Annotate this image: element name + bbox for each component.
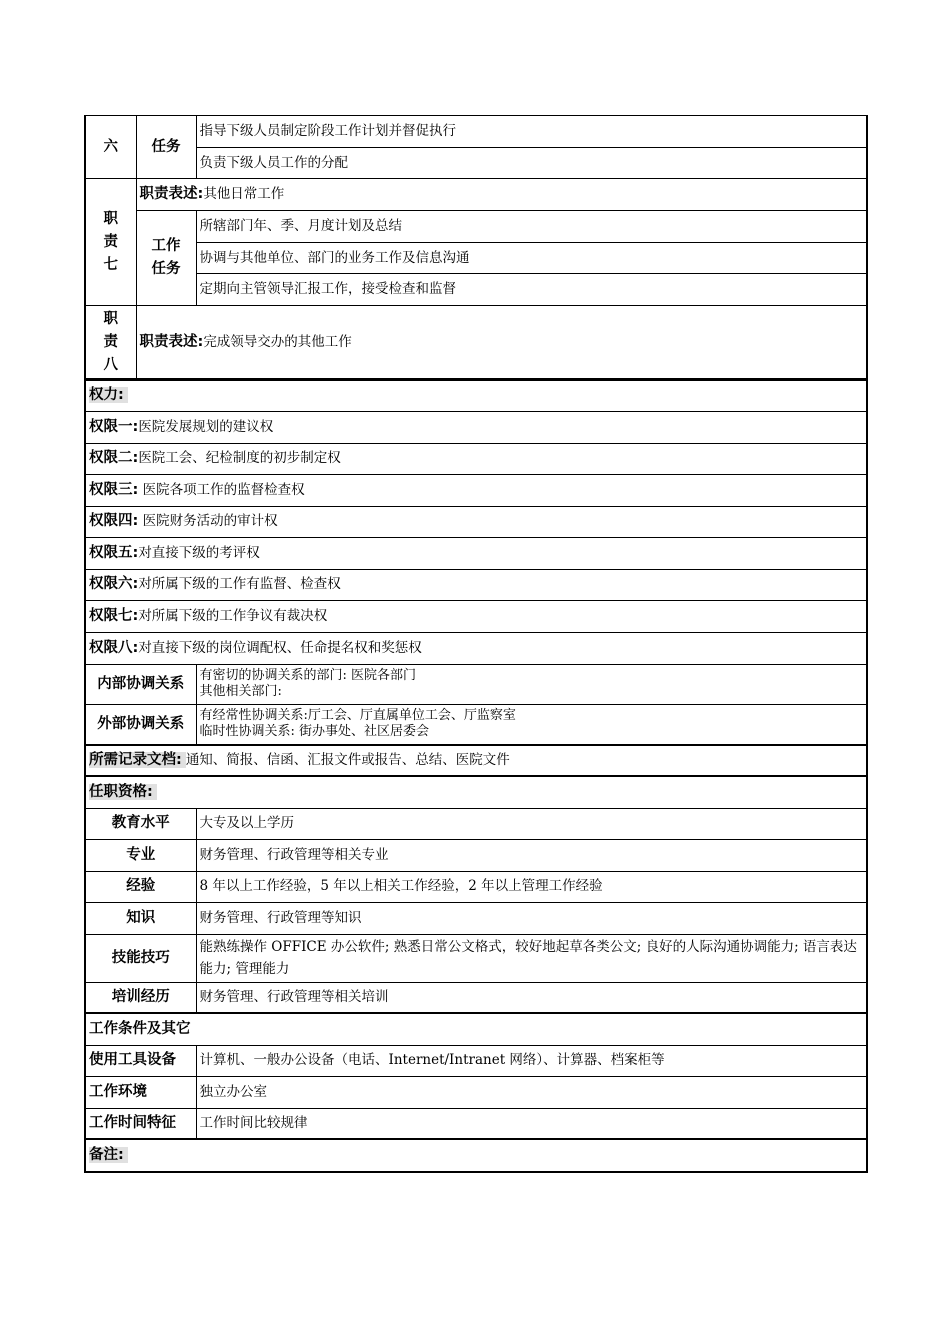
power-header-label: 权力: — [89, 387, 128, 403]
duty8-description-label: 职责表述: — [139, 333, 204, 350]
records-label: 所需记录文档: — [89, 752, 186, 768]
power-item-label: 权限五: — [89, 544, 139, 561]
duty7-task-label-line: 任务 — [151, 261, 181, 277]
duty8-description — [136, 306, 867, 379]
conditions-value: 计算机、一般办公设备（电话、Internet/Intranet 网络）、计算器、档案柜等 — [196, 1045, 867, 1076]
qualification-value: 财务管理、行政管理等相关培训 — [196, 982, 867, 1013]
power-item — [85, 537, 867, 569]
duty6-task-2: 负责下级人员工作的分配 — [196, 148, 867, 179]
internal-relations-line: 有密切的协调关系的部门: 医院各部门 — [199, 668, 417, 683]
power-item-label: 权限八: — [89, 639, 139, 656]
power-item — [85, 569, 867, 600]
duty7-task-2: 协调与其他单位、部门的业务工作及信息沟通 — [196, 243, 867, 274]
power-item-text: 医院发展规划的建议权 — [138, 418, 274, 435]
power-item-text: 医院各项工作的监督检查权 — [138, 481, 305, 498]
qualification-label: 经验 — [85, 871, 196, 902]
conditions-value: 独立办公室 — [196, 1076, 867, 1108]
qualification-header — [85, 776, 867, 808]
duty6-number: 六 — [85, 116, 136, 179]
internal-relations-text — [196, 664, 867, 704]
qualification-value: 大专及以上学历 — [196, 808, 867, 839]
duty8-number-line: 八 — [103, 356, 118, 373]
external-relations-label: 外部协调关系 — [85, 704, 196, 745]
conditions-label: 工作时间特征 — [85, 1108, 196, 1139]
external-relations-line: 有经常性协调关系:厅工会、厅直属单位工会、厅监察室 — [199, 708, 516, 724]
conditions-value: 工作时间比较规律 — [196, 1108, 867, 1139]
remarks-row — [85, 1139, 867, 1172]
power-header — [85, 380, 867, 411]
duty6-task-1: 指导下级人员制定阶段工作计划并督促执行 — [196, 116, 867, 148]
qualification-value: 财务管理、行政管理等知识 — [196, 902, 867, 934]
conditions-header-label: 工作条件及其它 — [89, 1020, 191, 1037]
conditions-label: 使用工具设备 — [85, 1045, 196, 1076]
duty8-number — [85, 306, 136, 379]
qualification-label: 知识 — [85, 902, 196, 934]
qualification-label: 专业 — [85, 839, 196, 871]
duty8-number-line: 责 — [103, 333, 118, 350]
qualification-value: 能熟练操作 OFFICE 办公软件; 熟悉日常公文格式，较好地起草各类公文; 良好的人际沟通协调能力; 语言表达能力; 管理能力 — [196, 934, 867, 982]
qualification-label: 教育水平 — [85, 808, 196, 839]
power-item-label: 权限四: — [89, 513, 139, 529]
power-item-label: 权限三: — [89, 481, 139, 498]
power-item-text: 对所属下级的工作有监督、检查权 — [138, 576, 341, 592]
power-item — [85, 600, 867, 632]
duty8-number-line: 职 — [103, 310, 118, 327]
duty7-task-label — [136, 211, 196, 306]
job-description-sheet — [84, 115, 866, 1173]
duty6-task-label: 任务 — [136, 116, 196, 179]
duty7-description-text: 其他日常工作 — [203, 186, 285, 202]
duty7-number-line: 职 — [103, 210, 118, 227]
qualification-label: 技能技巧 — [85, 934, 196, 982]
power-table — [84, 379, 868, 1173]
internal-relations-line: 其他相关部门: — [199, 684, 282, 699]
power-item-label: 权限二: — [89, 450, 139, 466]
power-item — [85, 443, 867, 474]
duty7-task-3: 定期向主管领导汇报工作，接受检查和监督 — [196, 274, 867, 306]
duty7-task-label-line: 工作 — [151, 238, 181, 254]
job-description-table — [84, 115, 868, 379]
records-row — [85, 745, 867, 776]
conditions-label: 工作环境 — [85, 1076, 196, 1108]
qualification-header-label: 任职资格: — [89, 784, 157, 800]
power-item-label: 权限一: — [89, 418, 139, 435]
power-item — [85, 411, 867, 443]
power-item-label: 权限六: — [89, 576, 139, 592]
duty7-number-line: 责 — [103, 233, 118, 250]
power-item — [85, 506, 867, 537]
duty7-number — [85, 179, 136, 306]
qualification-value: 8 年以上工作经验，5 年以上相关工作经验，2 年以上管理工作经验 — [196, 871, 867, 902]
power-item-text: 医院财务活动的审计权 — [138, 513, 278, 529]
duty8-description-text: 完成领导交办的其他工作 — [203, 333, 352, 350]
power-item — [85, 474, 867, 506]
duty7-description — [136, 179, 867, 211]
remarks-label: 备注: — [89, 1147, 128, 1163]
qualification-value: 财务管理、行政管理等相关专业 — [196, 839, 867, 871]
power-item-text: 医院工会、纪检制度的初步制定权 — [138, 450, 341, 466]
records-text: 通知、简报、信函、汇报文件或报告、总结、医院文件 — [185, 752, 510, 768]
external-relations-text — [196, 704, 867, 745]
conditions-header — [85, 1013, 867, 1045]
power-item-text: 对所属下级的工作争议有裁决权 — [138, 607, 328, 624]
external-relations-line: 临时性协调关系: 街办事处、社区居委会 — [199, 724, 430, 740]
internal-relations-label: 内部协调关系 — [85, 664, 196, 704]
power-item-label: 权限七: — [89, 607, 139, 624]
power-item — [85, 632, 867, 664]
qualification-label: 培训经历 — [85, 982, 196, 1013]
duty7-number-line: 七 — [103, 256, 118, 273]
power-item-text: 对直接下级的考评权 — [138, 544, 260, 561]
duty7-task-1: 所辖部门年、季、月度计划及总结 — [196, 211, 867, 243]
power-item-text: 对直接下级的岗位调配权、任命提名权和奖惩权 — [138, 639, 422, 656]
duty7-description-label: 职责表述: — [139, 186, 204, 202]
